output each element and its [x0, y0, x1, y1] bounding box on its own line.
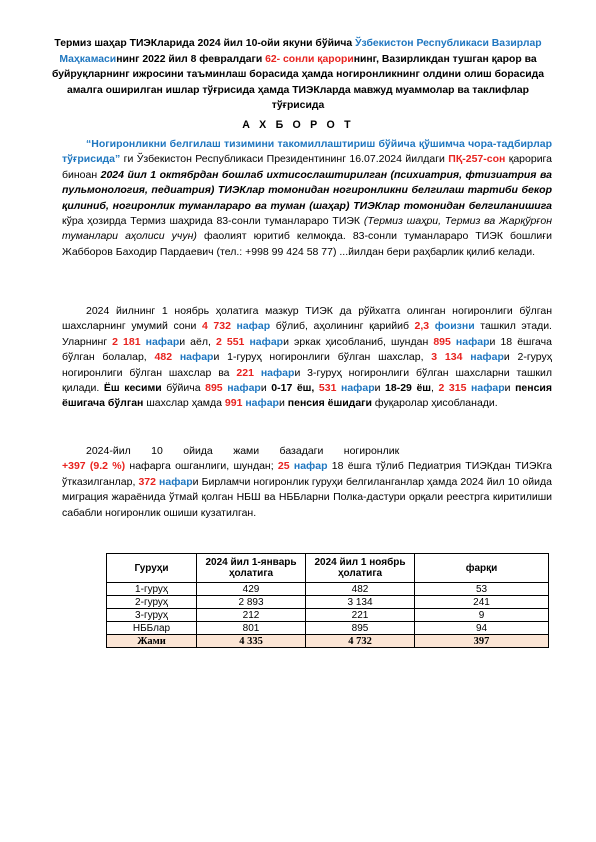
document-title: [50, 36, 546, 114]
title-part-1: Термиз шаҳар ТИЭКларида 2024 йил 10-ойи якуни бўйича: [54, 38, 356, 49]
paragraph-2: 2024 йилнинг 1 ноябрь ҳолатига мазкур ТИЭК да рўйхатга олинган ногиронлиги бўлган шахсларнинг умумий сони 4 732 нафар бўлиб, аҳолининг қарийиб 2,3 фоизни ташкил этади. Уларнинг 2 181 нафари аёл, 2 551 нафари эркак ҳисобланиб, шундан 895 нафари 18 ёшгача бўлган болалар, 482 нафари 1-гуруҳ ногиронлиги бўлган шахслар, 3 134 нафари 2-гуруҳ ногиронлиги бўлган шахслар ва 221 нафари 3-гуруҳ ногиронлиги бўлган шахсларни ташкил қилади. Ёш кесими бўйича 895 нафари 0-17 ёш, 531 нафари 18-29 ёш, 2 315 нафари пенсия ёшигача бўлган шахслар ҳамда 991 нафари пенсия ёшидаги фуқаролар ҳисобланади.: [62, 305, 553, 410]
disability-groups-table: [106, 553, 549, 648]
decree-code: ПҚ-257-сон: [448, 153, 506, 166]
paragraph-1: “Ногиронликни белгилаш тизимини такомиллаштириш бўйича қўшимча чора-тадбирлар тўғрисида” ги Ўзбекистон Республикаси Президентининг 16.07.2024 йилдаги ПҚ-257-сон қарорига биноан 2024 йил 1 октябрдан бошлаб ихтисослаштирилган (психиатрия, фтизиатрия ва пульмонология, педиатрия) ТИЭКлар томонидан ногиронликни белгилаш тартиби бекор қилиниб, ногиронлик туманлараро ва туман (шаҳар) ТИЭКлар томонидан белгиланишига кўра ҳозирда Термиз шаҳрида 83-сонли туманлараро ТИЭК (Термиз шаҳри, Термиз ва Жарқўрғон туманлари аҳолиси учун) фаолият юритиб келмоқда. 83-сонли туманлараро ТИЭК бошлиғи Жабборов Баходир Пардаевич (тел.: +998 99 424 58 77) ...йилдан бери раҳбарлик қилиб келади.: [62, 138, 552, 258]
col-header-difference: фарқи: [415, 554, 549, 583]
service-area: (Термиз шаҳри, Термиз ва Жарқўрғон туманлари аҳолиси учун): [62, 215, 552, 243]
col-header-january: 2024 йил 1-январь ҳолатига: [197, 554, 306, 583]
table-row: НББлар 801 895 94: [107, 622, 549, 635]
title-cabinet-name: Ўзбекистон Республикаси Вазирлар Маҳкамаси: [59, 38, 542, 65]
paragraph-3: 2024-йил 10 ойида жами базадаги ногиронлик +397 (9.2 %) нафарга ошганлиги, шундан; 25 нафар 18 ёшга тўлиб Педиатрия ТИЭКдан ТИЭКга ўтказилганлар, 372 нафари Бирламчи ногиронлик гуруҳи белгиланганлар ҳамда 2024 йил 10 ойида миграция жараёнида ўтмай қолган НБШ ва НББларни Полка-дастури орқали реестрга киритилиши сабабли ногиронлик ошиши кузатилган.: [62, 445, 553, 519]
table-row: 3-гуруҳ 212 221 9: [107, 609, 549, 622]
col-header-november: 2024 йил 1 ноябрь ҳолатига: [306, 554, 415, 583]
report-heading: А Х Б О Р О Т: [242, 119, 354, 131]
table-row: 1-гуруҳ 429 482 53: [107, 583, 549, 596]
col-header-group: Гуруҳи: [107, 554, 197, 583]
table-row: 2-гуруҳ 2 893 3 134 241: [107, 596, 549, 609]
table-header-row: [107, 554, 549, 583]
title-decree-number: 62- сонли қарори: [265, 53, 354, 65]
decree-title: “Ногиронликни белгилаш тизимини такомиллаштириш бўйича қўшимча чора-тадбирлар тўғрисида”: [62, 138, 552, 166]
decree-summary: 2024 йил 1 октябрдан бошлаб ихтисослаштирилган (психиатрия, фтизиатрия ва пульмонология, педиатрия) ТИЭКлар томонидан ногиронликни белгилаш тартиби бекор қилиниб, ногиронлик туманлараро ва туман (шаҳар) ТИЭКлар томонидан белгиланишига: [62, 168, 552, 212]
title-part-3: нинг 2022 йил 8 февралдаги: [116, 53, 266, 65]
title-part-5: нинг, Вазирликдан тушган қарор ва буйруқларнинг ижросини таъминлаш борасида ҳамда ногиронликнинг олдини олиш борасида амалга оширилган ишлар тўғрисида ҳамда ТИЭКларда мавжуд муаммолар ва таклифлар тўғрисида: [51, 53, 545, 111]
table-total-row: Жами 4 335 4 732 397: [107, 635, 549, 648]
